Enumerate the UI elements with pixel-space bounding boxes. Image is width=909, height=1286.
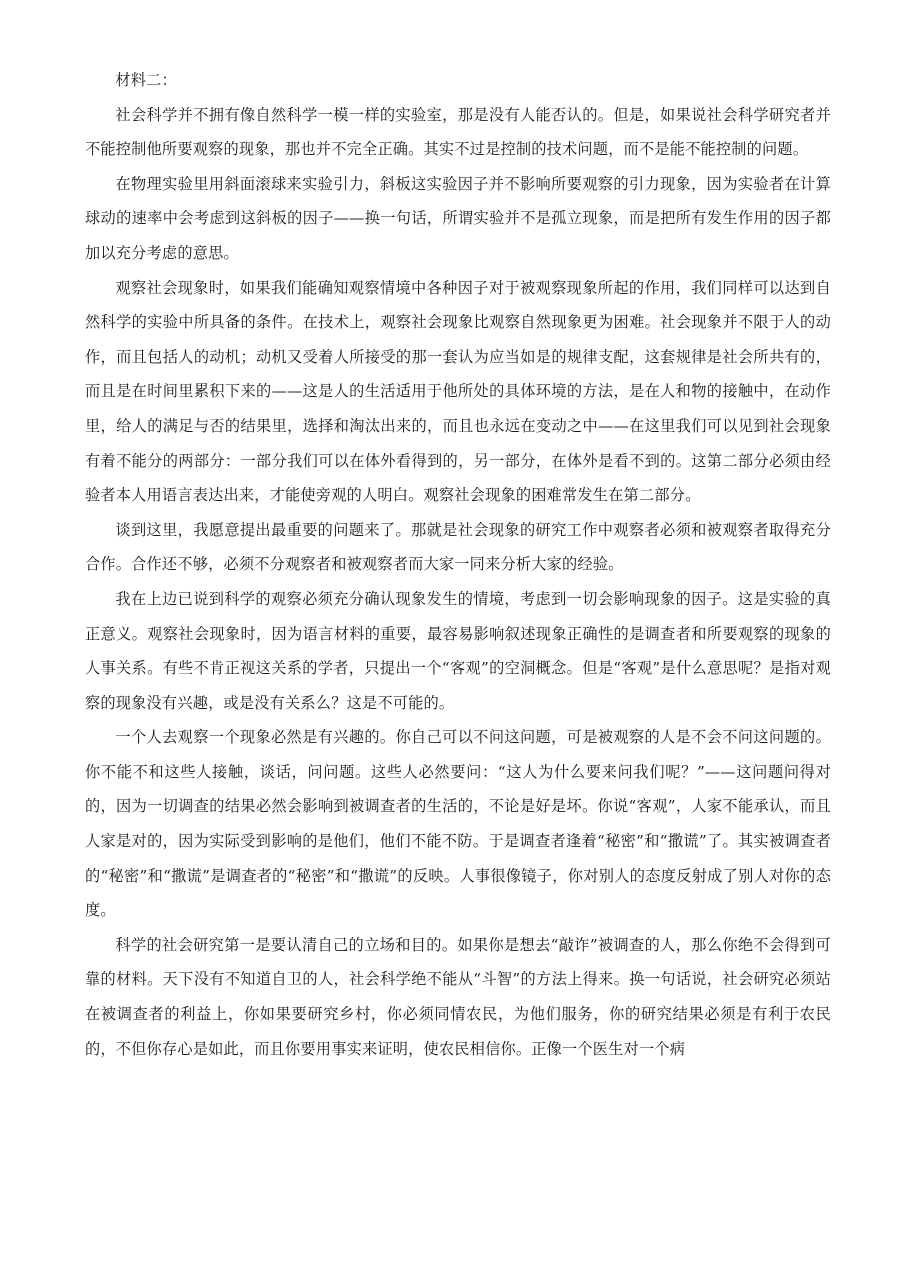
paragraph-3: 观察社会现象时，如果我们能确知观察情境中各种因子对于被观察现象所起的作用，我们同样可以达到自然科学的实验中所具备的条件。在技术上，观察社会现象比观察自然现象更为困难。社会现象并不限于人的动作，而且包括人的动机；动机又受着人所接受的那一套认为应当如是的规律支配，这套规律是社会所共有的，而且是在时间里累积下来的——这是人的生活适用于他所处的具体环境的方法，是在人和物的接触中，在动作里，给人的满足与否的结果里，选择和淘汰出来的，而且也永远在变动之中——在这里我们可以见到社会现象有着不能分的两部分：一部分我们可以在体外看得到的，另一部分，在体外是看不到的。这第二部分必须由经验者本人用语言表达出来，才能使旁观的人明白。观察社会现象的困难常发生在第二部分。 [85,278,831,505]
paragraph-6: 一个人去观察一个现象必然是有兴趣的。你自己可以不问这问题，可是被观察的人是不会不问这问题的。你不能不和这些人接触，谈话，问问题。这些人必然要问：“这人为什么要来问我们呢？”——这问题问得对的，因为一切调查的结果必然会影响到被调查者的生活的，不论是好是坏。你说“客观”，人家不能承认，而且人家是对的，因为实际受到影响的是他们，他们不能不防。于是调查者逢着“秘密”和“撒谎”了。其实被调查者的“秘密”和“撒谎”是调查者的“秘密”和“撒谎”的反映。人事很像镜子，你对别人的态度反射成了别人对你的态度。 [85,728,831,920]
paragraph-2: 在物理实验里用斜面滚球来实验引力，斜板这实验因子并不影响所要观察的引力现象，因为实验者在计算球动的速率中会考虑到这斜板的因子——换一句话，所谓实验并不是孤立现象，而是把所有发生作用的因子都加以充分考虑的意思。 [85,174,831,262]
paragraph-1: 社会科学并不拥有像自然科学一模一样的实验室，那是没有人能否认的。但是，如果说社会科学研究者并不能控制他所要观察的现象，那也并不完全正确。其实不过是控制的技术问题，而不是能不能控制的问题。 [85,105,831,159]
material-heading: 材料二： [115,71,177,89]
document-page [85,63,831,1066]
paragraph-7: 科学的社会研究第一是要认清自己的立场和目的。如果你是想去“敲诈”被调查的人，那么你绝不会得到可靠的材料。天下没有不知道自卫的人，社会科学绝不能从“斗智”的方法上得来。换一句话说，社会研究必须站在被调查者的利益上，你如果要研究乡村，你必须同情农民，为他们服务，你的研究结果必须是有利于农民的，不但你存心是如此，而且你要用事实来证明，使农民相信你。正像一个医生对一个病 [85,935,831,1058]
paragraph-4: 谈到这里，我愿意提出最重要的问题来了。那就是社会现象的研究工作中观察者必须和被观察者取得充分合作。合作还不够，必须不分观察者和被观察者而大家一同来分析大家的经验。 [85,520,831,574]
paragraph-5: 我在上边已说到科学的观察必须充分确认现象发生的情境，考虑到一切会影响现象的因子。这是实验的真正意义。观察社会现象时，因为语言材料的重要，最容易影响叙述现象正确性的是调查者和所要观察的现象的人事关系。有些不肯正视这关系的学者，只提出一个“客观”的空洞概念。但是“客观”是什么意思呢？是指对观察的现象没有兴趣，或是没有关系么？这是不可能的。 [85,589,831,712]
